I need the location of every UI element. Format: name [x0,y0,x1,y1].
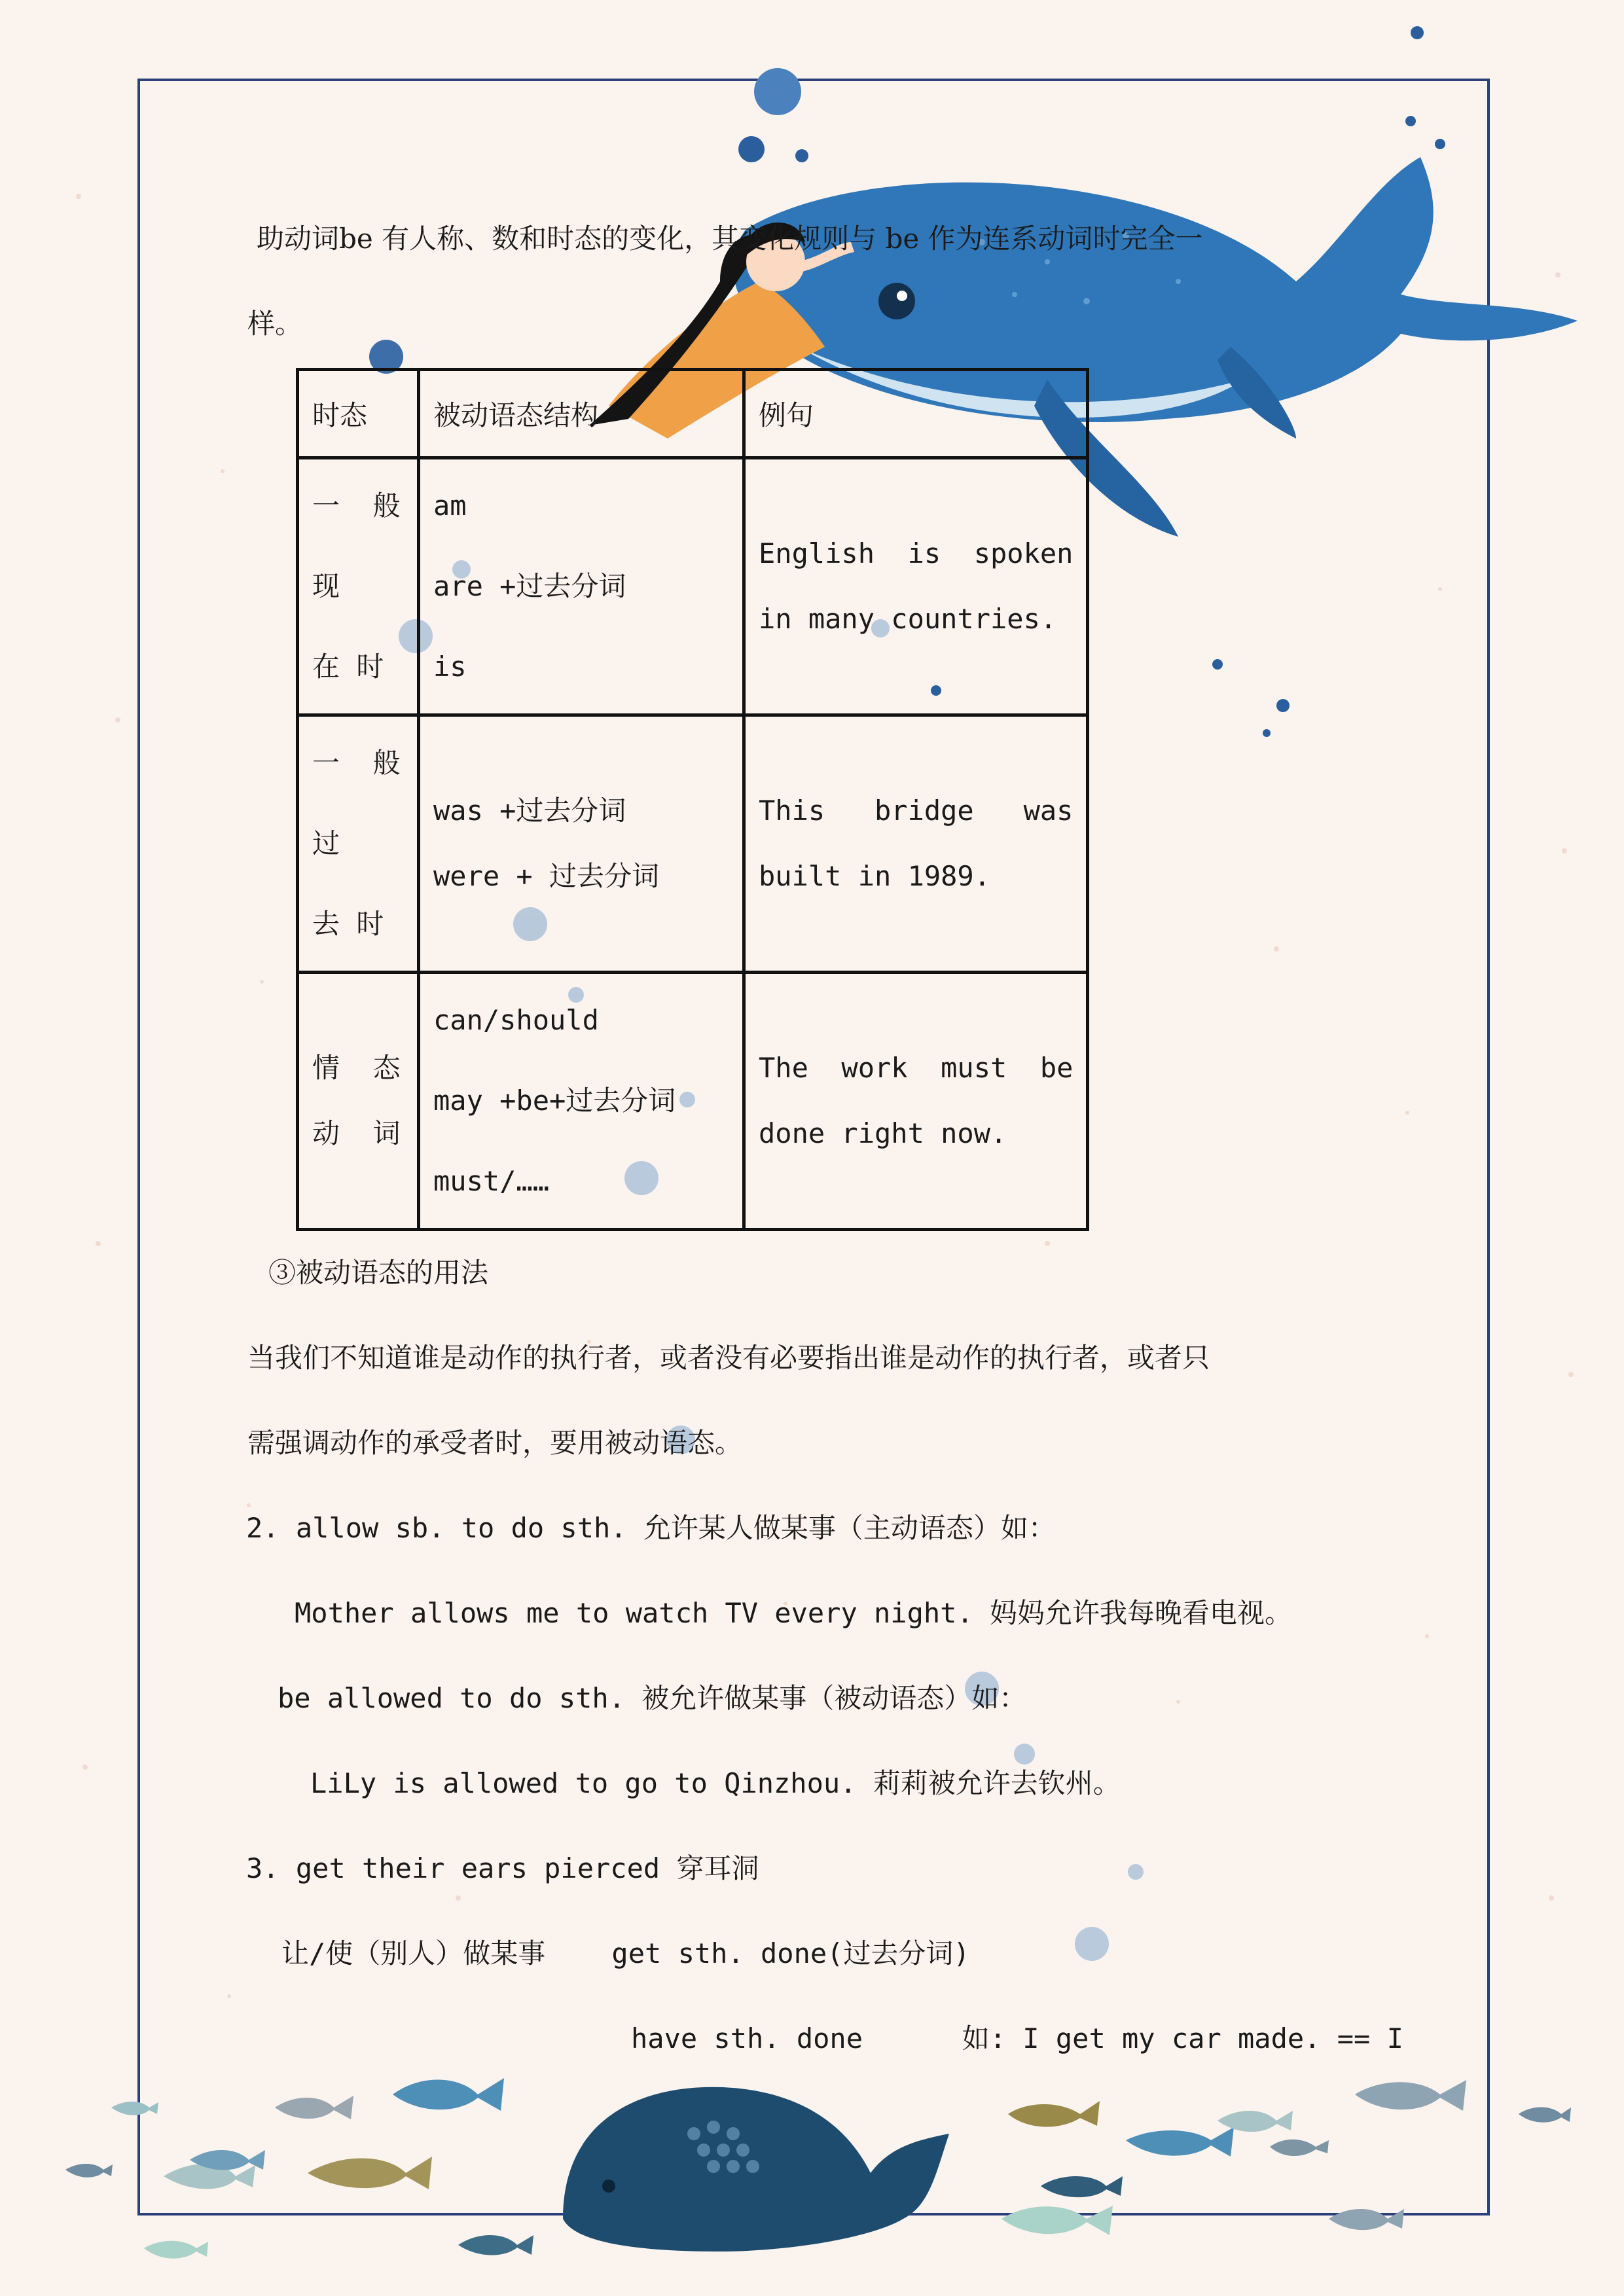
tense-line: 一 般 [312,746,401,779]
item-2-title: 2. allow sb. to do sth. 允许某人做某事（主动语态）如： [246,1512,1056,1544]
usage-heading: ③被动语态的用法 [268,1257,489,1289]
tense-line: 现 [312,569,340,602]
intro-line-1: 助动词be 有人称、数和时态的变化，其变化规则与 be 作为连系动词时完全一 [257,223,1203,255]
structure-cell [419,715,744,973]
example-line: This bridge was [759,795,1074,827]
item-3-title: 3. get their ears pierced 穿耳洞 [246,1852,759,1884]
structure-line: may +be+过去分词 [433,1084,676,1117]
example-line: The work must be [759,1052,1074,1084]
passive-voice-table [296,368,1089,1231]
example-line: in many countries. [759,603,1057,635]
example-line: done right now. [759,1117,1007,1149]
tense-cell [298,973,419,1230]
usage-line-2: 需强调动作的承受者时，要用被动语态。 [247,1427,743,1459]
tense-line: 一 般 [312,489,401,522]
item-2-example-2: LiLy is allowed to go to Qinzhou. 莉莉被允许去钦州。 [310,1767,1121,1799]
tense-cell [298,458,419,715]
tense-line: 去 时 [312,908,384,941]
usage-line-1: 当我们不知道谁是动作的执行者，或者没有必要指出谁是动作的执行者，或者只 [247,1342,1210,1374]
structure-cell [419,973,744,1230]
example-line: built in 1989. [759,860,991,892]
example-cell [744,458,1088,715]
structure-line: must/…… [433,1165,550,1198]
structure-line: was +过去分词 [433,795,626,827]
header-structure: 被动语态结构 [419,370,744,458]
item-3-line-2: have sth. done 如: I get my car made. == I [631,2022,1403,2054]
structure-line: are +过去分词 [433,569,626,602]
item-3-line-1: 让/使（别人）做某事 get sth. done(过去分词) [281,1937,970,1969]
table-row [298,973,1088,1230]
example-cell [744,973,1088,1230]
structure-line: is [433,651,467,683]
intro-line-2: 样。 [247,308,303,340]
tense-line: 情 态 [312,1052,401,1084]
example-line: English is spoken [759,537,1074,569]
structure-line: can/should [433,1003,599,1036]
item-2-passive: be allowed to do sth. 被允许做某事（被动语态）如： [278,1682,1027,1714]
structure-line: am [433,489,467,522]
header-tense: 时态 [298,370,419,458]
structure-cell [419,458,744,715]
table-row [298,458,1088,715]
table-header-row [298,370,1088,458]
tense-line: 过 [312,827,340,859]
tense-cell [298,715,419,973]
item-2-example-1: Mother allows me to watch TV every night. 妈妈允许我每晚看电视。 [295,1597,1293,1629]
table-row [298,715,1088,973]
structure-line: were + 过去分词 [433,860,660,892]
tense-line: 在 时 [312,651,384,683]
example-cell [744,715,1088,973]
header-example: 例句 [744,370,1088,458]
tense-line: 动 词 [312,1117,401,1149]
